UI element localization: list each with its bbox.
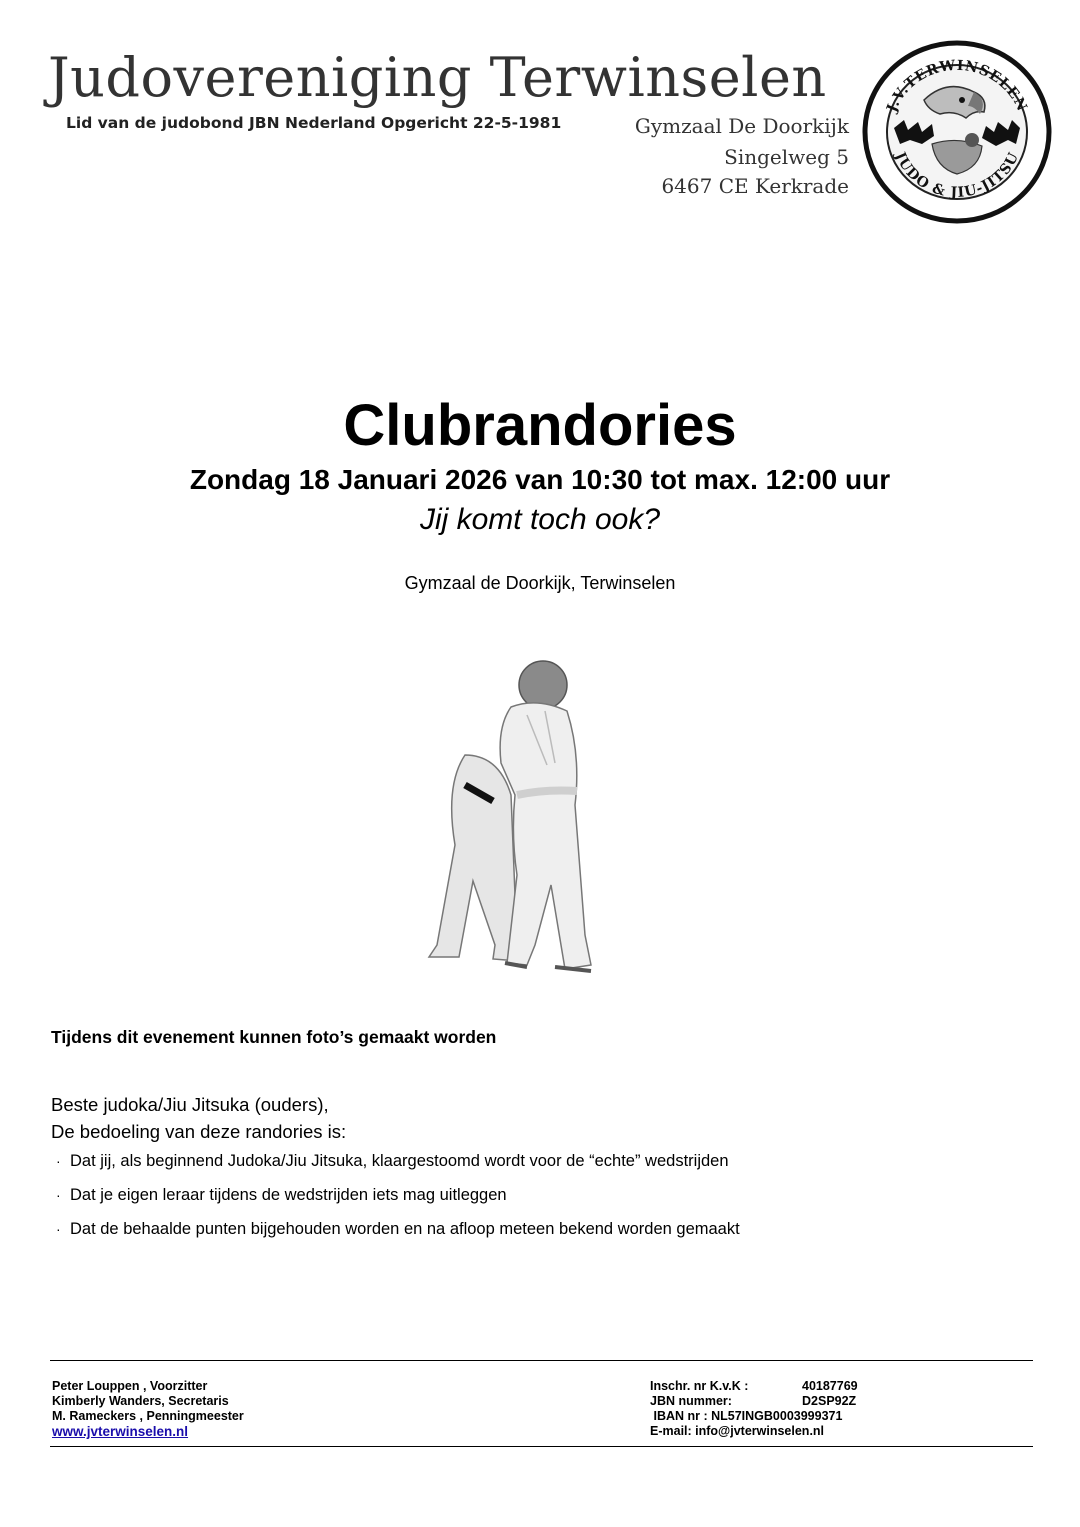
- list-item: [56, 1152, 740, 1186]
- list-item: [56, 1186, 740, 1220]
- kvk-label: Inschr. nr K.v.K :: [650, 1379, 749, 1393]
- judo-players-photo: [415, 645, 595, 985]
- board-member-secretary: Kimberly Wanders, Secretaris: [52, 1394, 229, 1408]
- event-question: Jij komt toch ook?: [419, 503, 661, 536]
- event-date: Zondag 18 Januari 2026 van 10:30 tot max. 12:00 uur: [189, 464, 891, 495]
- jbn-row: [650, 1394, 858, 1409]
- bullet-icon: ·: [56, 1153, 61, 1169]
- board-member-treasurer: M. Rameckers , Penningmeester: [52, 1409, 244, 1423]
- logo-text-bottom: JUDO & JIU-JITSU: [891, 149, 1023, 201]
- email: E-mail: info@jvterwinselen.nl: [650, 1424, 825, 1438]
- website-link[interactable]: www.jvterwinselen.nl: [52, 1424, 189, 1439]
- address-line-1: Gymzaal De Doorkijk: [634, 114, 849, 138]
- footer-divider-top: [50, 1360, 1033, 1361]
- photo-notice: Tijdens dit evenement kunnen foto’s gemaakt worden: [51, 1027, 497, 1047]
- bullet-icon: ·: [56, 1187, 61, 1203]
- address-line-2: Singelweg 5: [724, 145, 849, 169]
- event-title: Clubrandories: [343, 393, 737, 458]
- purpose-text-3: Dat de behaalde punten bijgehouden worden en na afloop meteen bekend worden gemaakt: [70, 1220, 740, 1238]
- purpose-list: [56, 1152, 740, 1254]
- footer-board: [52, 1379, 244, 1440]
- club-logo-icon: [862, 40, 1052, 224]
- greeting: Beste judoka/Jiu Jitsuka (ouders),: [51, 1094, 329, 1115]
- footer-registration: [650, 1379, 858, 1439]
- kvk-value: 40187769: [802, 1379, 858, 1393]
- jbn-label: JBN nummer:: [650, 1394, 732, 1408]
- purpose-text-1: Dat jij, als beginnend Judoka/Jiu Jitsuka, klaargestoomd wordt voor de “echte” wedstrijden: [70, 1152, 729, 1170]
- purpose-intro: De bedoeling van deze randories is:: [51, 1121, 347, 1142]
- jbn-value: D2SP92Z: [802, 1394, 857, 1408]
- event-location: Gymzaal de Doorkijk, Terwinselen: [404, 573, 676, 593]
- iban: IBAN nr : NL57INGB0003999371: [650, 1409, 843, 1423]
- kvk-row: [650, 1379, 858, 1394]
- club-tagline: Lid van de judobond JBN Nederland Opgericht 22-5-1981: [66, 114, 562, 132]
- list-item: [56, 1220, 740, 1254]
- logo-text-top: J.V.TERWINSELEN: [883, 57, 1031, 115]
- board-member-chair: Peter Louppen , Voorzitter: [52, 1379, 208, 1393]
- bullet-icon: ·: [56, 1221, 61, 1237]
- purpose-text-2: Dat je eigen leraar tijdens de wedstrijden iets mag uitleggen: [70, 1186, 507, 1204]
- club-name: Judovereniging Terwinselen: [48, 46, 827, 109]
- address-line-3: 6467 CE Kerkrade: [661, 174, 849, 198]
- footer-divider-bottom: [50, 1446, 1033, 1447]
